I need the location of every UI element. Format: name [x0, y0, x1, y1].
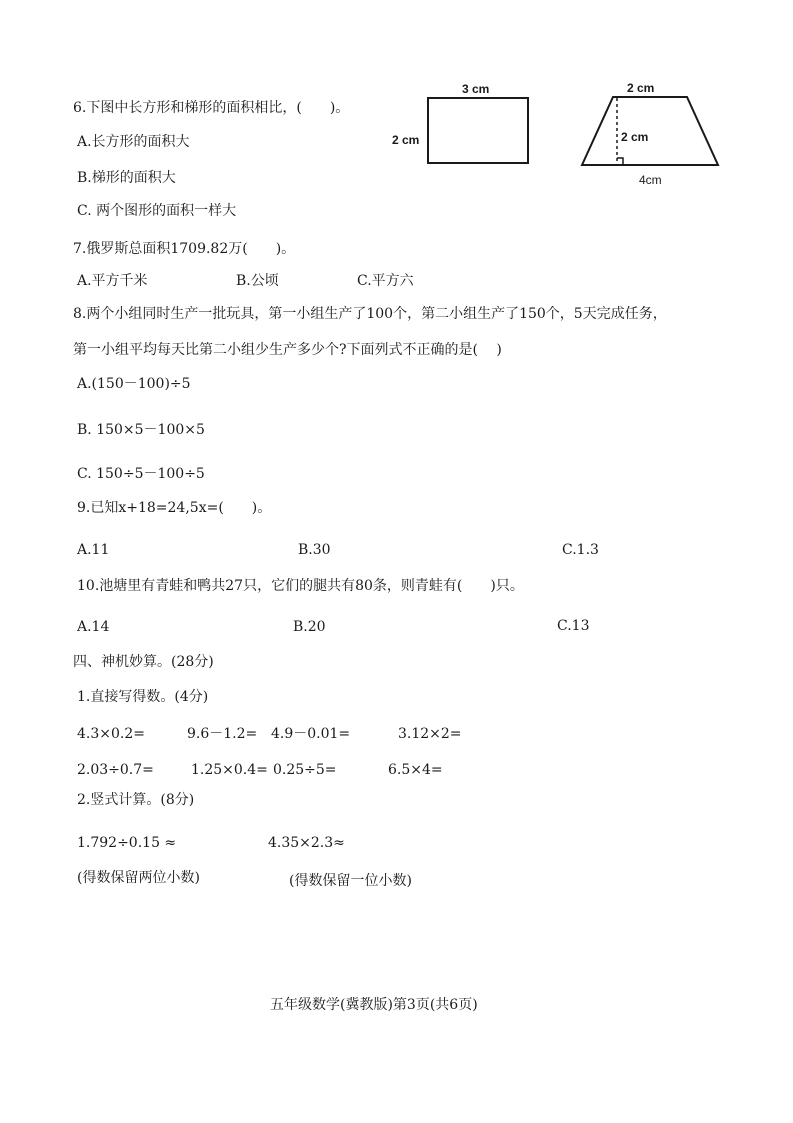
- q8-option-c: C. 150÷5－100÷5: [77, 466, 205, 482]
- mental-calc-5: 2.03÷0.7=: [77, 762, 154, 778]
- q9-option-c: C.1.3: [562, 542, 599, 558]
- vertical-calc-1-note: (得数保留两位小数): [77, 870, 200, 886]
- q7-option-c: C.平方六: [357, 273, 414, 289]
- q9-option-a: A.11: [77, 542, 110, 558]
- trapezoid-shape: [582, 97, 718, 165]
- right-angle-mark: [617, 158, 623, 164]
- trapezoid-figure: [575, 76, 725, 186]
- vertical-calc-1: 1.792÷0.15 ≈: [77, 835, 177, 851]
- q6-option-b: B.梯形的面积大: [77, 170, 176, 186]
- q9-stem: 9.已知x+18=24,5x=( )。: [77, 500, 272, 516]
- rectangle-shape: [428, 98, 528, 163]
- q8-option-b: B. 150×5－100×5: [77, 422, 205, 438]
- q7-stem: 7.俄罗斯总面积1709.82万( )。: [73, 241, 296, 257]
- mental-calc-1: 4.3×0.2=: [77, 726, 145, 742]
- trapezoid-top-label: 2 cm: [627, 81, 655, 95]
- q8-option-a: A.(150－100)÷5: [77, 376, 191, 392]
- section4-part1-title: 1.直接写得数。(4分): [77, 689, 209, 705]
- vertical-calc-2-note: (得数保留一位小数): [289, 873, 412, 889]
- rectangle-height-label: 2 cm: [392, 133, 420, 147]
- q7-option-b: B.公顷: [236, 273, 279, 289]
- q9-option-b: B.30: [298, 542, 331, 558]
- mental-calc-4: 3.12×2=: [398, 726, 462, 742]
- section4-part2-title: 2.竖式计算。(8分): [77, 792, 195, 808]
- section4-title: 四、神机妙算。(28分): [73, 654, 214, 670]
- q6-option-c: C. 两个图形的面积一样大: [77, 203, 237, 219]
- vertical-calc-2: 4.35×2.3≈: [268, 835, 345, 851]
- trapezoid-height-label: 2 cm: [621, 130, 649, 144]
- mental-calc-7: 0.25÷5=: [273, 762, 337, 778]
- mental-calc-3: 4.9－0.01=: [271, 726, 351, 742]
- q10-option-a: A.14: [77, 619, 110, 635]
- q8-stem-line2: 第一小组平均每天比第二小组少生产多少个?下面列式不正确的是( ): [73, 342, 502, 358]
- q6-stem: 6.下图中长方形和梯形的面积相比，( )。: [73, 100, 350, 116]
- trapezoid-bottom-label: 4cm: [639, 173, 662, 186]
- mental-calc-2: 9.6－1.2=: [187, 726, 258, 742]
- rectangle-figure: [390, 78, 540, 178]
- mental-calc-6: 1.25×0.4=: [191, 762, 268, 778]
- q6-option-a: A.长方形的面积大: [77, 134, 190, 150]
- page-footer: 五年级数学(冀教版)第3页(共6页): [270, 997, 478, 1013]
- mental-calc-8: 6.5×4=: [388, 762, 443, 778]
- q10-option-b: B.20: [293, 619, 326, 635]
- q8-stem-line1: 8.两个小组同时生产一批玩具，第一小组生产了100个，第二小组生产了150个，5天完成任务，: [73, 306, 667, 322]
- q10-stem: 10.池塘里有青蛙和鸭共27只，它们的腿共有80条，则青蛙有( )只。: [77, 578, 524, 594]
- q7-option-a: A.平方千米: [77, 273, 148, 289]
- q10-option-c: C.13: [557, 618, 590, 634]
- rectangle-width-label: 3 cm: [462, 82, 490, 96]
